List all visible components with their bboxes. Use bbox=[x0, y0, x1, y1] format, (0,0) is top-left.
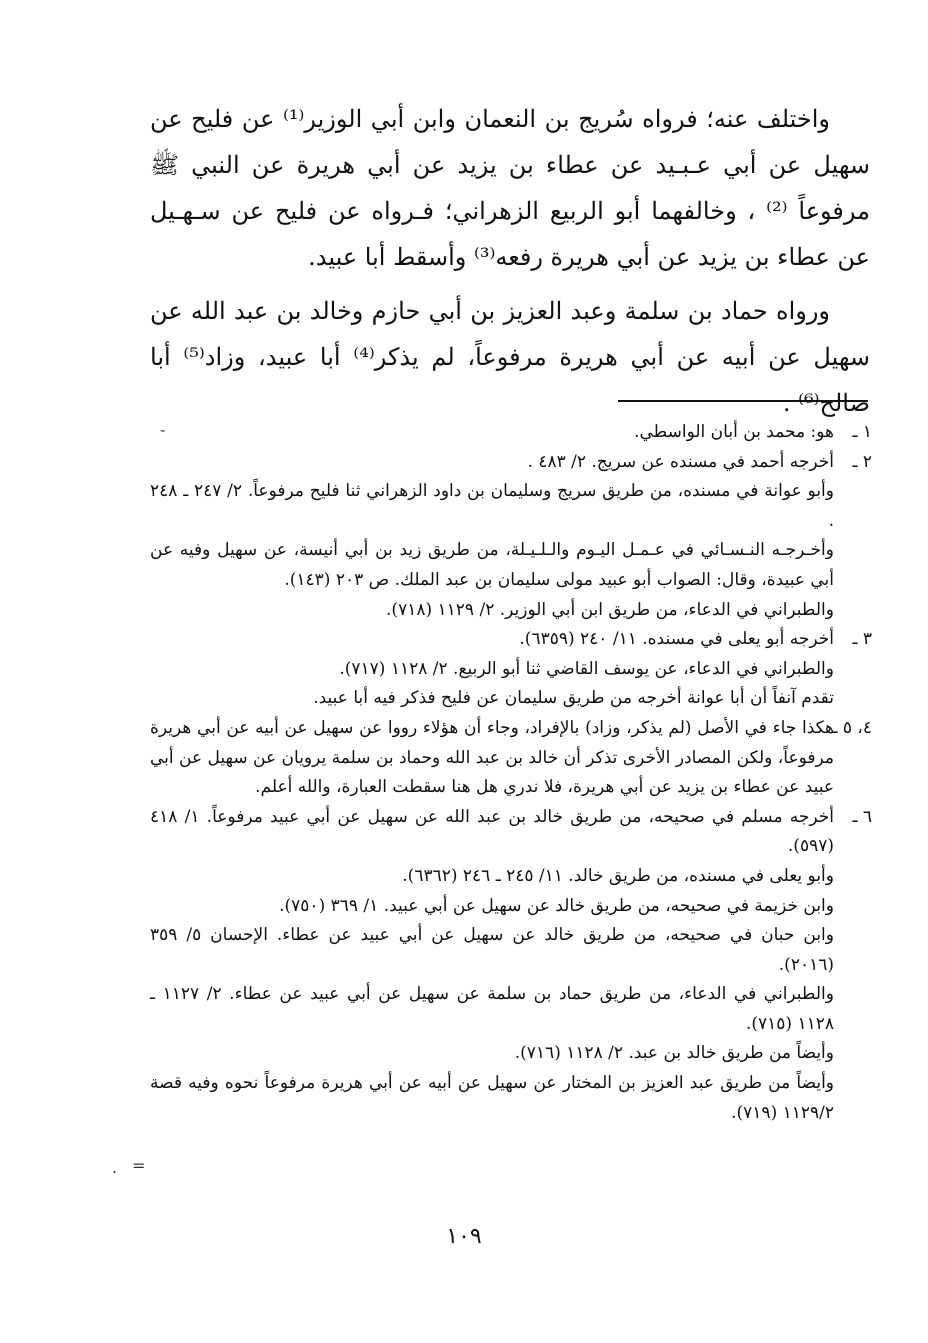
footnote-body bbox=[150, 714, 834, 803]
footnote-line: والطبراني في الدعاء، عن يوسف القاضي ثنا أبو الربيع. ٢/ ١١٢٨ (٧١٧). bbox=[339, 658, 834, 679]
footnote-line: أخرجه أبو يعلى في مسنده. ١١/ ٢٤٠ (٦٣٥٩). bbox=[519, 629, 834, 650]
footnotes bbox=[150, 418, 872, 1128]
footnote-line: وأيضاً من طريق خالد بن عبد. ٢/ ١١٢٨ (٧١٦). bbox=[514, 1043, 834, 1064]
footnote-line: وابن حبان في صحيحه، من طريق خالد عن سهيل عن أبي عبيد عن عطاء. الإحسان ٥/ ٣٥٩ (٢٠١٦). bbox=[150, 925, 834, 975]
footnote-body bbox=[150, 418, 834, 448]
footnote-4-5 bbox=[150, 714, 872, 803]
footnote-line: وأبو يعلى في مسنده، من طريق خالد. ١١/ ٢٤٥ ـ ٢٤٦ (٦٣٦٢). bbox=[402, 865, 834, 886]
stray-mark: = bbox=[132, 1156, 146, 1175]
stray-mark: . bbox=[112, 1158, 118, 1177]
page-number: ١٠٩ bbox=[446, 1224, 482, 1249]
footnote-number: ٤، ٥ ـ bbox=[832, 717, 872, 738]
footnote-body bbox=[150, 448, 834, 626]
main-paragraph-1: واختلف عنه؛ فرواه سُريج بن النعمان وابن أبي الوزير⁽¹⁾ عن فليح عن سهيل عن أبي عـبـيد عن عطاء بن يزيد عن أبي هريرة عن النبي ﷺ مرفوعاً ⁽²⁾ ، وخالفهما أبو الربيع الزهراني؛ فـرواه عن فليح عن سـهـيل عن عطاء بن يزيد عن أبي هريرة رفعه⁽³⁾ وأسقط أبا عبيد. bbox=[150, 105, 870, 271]
footnote-number: ٣ ـ bbox=[852, 629, 872, 650]
footnote-line: وأبو عوانة في مسنده، من طريق سريج وسليمان بن داود الزهراني ثنا فليح مرفوعاً. ٢/ ٢٤٧ ـ ٢٤٨ . bbox=[150, 481, 834, 531]
footnote-number: ١ ـ bbox=[852, 422, 872, 442]
stray-mark: - bbox=[160, 420, 166, 439]
footnote-line: وابن خزيمة في صحيحه، من طريق خالد عن سهيل عن أبي عبيد. ١/ ٣٦٩ (٧٥٠). bbox=[279, 895, 834, 916]
footnote-2 bbox=[150, 448, 872, 626]
footnote-separator bbox=[618, 400, 868, 402]
main-text bbox=[150, 96, 870, 426]
footnote-1 bbox=[150, 418, 872, 448]
footnote-number: ٢ ـ bbox=[852, 451, 872, 472]
main-paragraph-2: ورواه حماد بن سلمة وعبد العزيز بن أبي حازم وخالد بن عبد الله عن سهيل عن أبيه عن أبي هريرة مرفوعاً، لم يذكر⁽⁴⁾ أبا عبيد، وزاد⁽⁵⁾ أبا صالح⁽⁶⁾ . bbox=[150, 297, 870, 417]
footnote-line: هكذا جاء في الأصل (لم يذكر، وزاد) بالإفراد، وجاء أن هؤلاء رووا عن سهيل عن أبيه عن أبي هريرة مرفوعاً، ولكن المصادر الأخرى تذكر أن خالد بن عبد الله وحماد بن سلمة يرويان عن سهيل عن أبي عبيد عن عطاء بن يزيد عن أبي هريرة، فلا ندري هل هنا سقطت العبارة، والله أعلم. bbox=[150, 717, 834, 798]
footnote-line: تقدم آنفاً أن أبا عوانة أخرجه من طريق سليمان عن فليح فذكر فيه أبا عبيد. bbox=[313, 688, 834, 709]
footnote-body bbox=[150, 803, 834, 1129]
footnote-body bbox=[150, 625, 834, 714]
footnote-3 bbox=[150, 625, 872, 714]
footnote-line: هو: محمد بن أبان الواسطي. bbox=[634, 422, 834, 442]
footnote-line: أخرجه أحمد في مسنده عن سريج. ٢/ ٤٨٣ . bbox=[527, 451, 834, 472]
footnote-line: أخرجه مسلم في صحيحه، من طريق خالد بن عبد الله عن سهيل عن أبي عبيد مرفوعاً. ١/ ٤١٨ (٥٩٧). bbox=[150, 806, 834, 857]
footnote-line: والطبراني في الدعاء، من طريق ابن أبي الوزير. ٢/ ١١٢٩ (٧١٨). bbox=[386, 599, 834, 620]
footnote-line: وأيضاً من طريق عبد العزيز بن المختار عن سهيل عن أبيه عن أبي هريرة مرفوعاً نحوه وفيه قصة ١١٢٩/٢ (٧١٩). bbox=[150, 1073, 834, 1123]
footnote-line: والطبراني في الدعاء، من طريق حماد بن سلمة عن سهيل عن أبي عبيد عن عطاء. ٢/ ١١٢٧ ـ ١١٢٨ (٧١٥). bbox=[150, 984, 834, 1034]
footnote-line: وأخـرجـه النـسـائي في عـمـل اليـوم والـلـيـلة، من طريق زيد بن أبي أنيسة، عن سهيل وفيه عن أبي عبيدة، وقال: الصواب أبو عبيد مولى سليمان بن عبد الملك. ص ٢٠٣ (١٤٣). bbox=[150, 540, 834, 590]
footnote-number: ٦ ـ bbox=[852, 806, 872, 827]
footnote-6 bbox=[150, 803, 872, 1129]
